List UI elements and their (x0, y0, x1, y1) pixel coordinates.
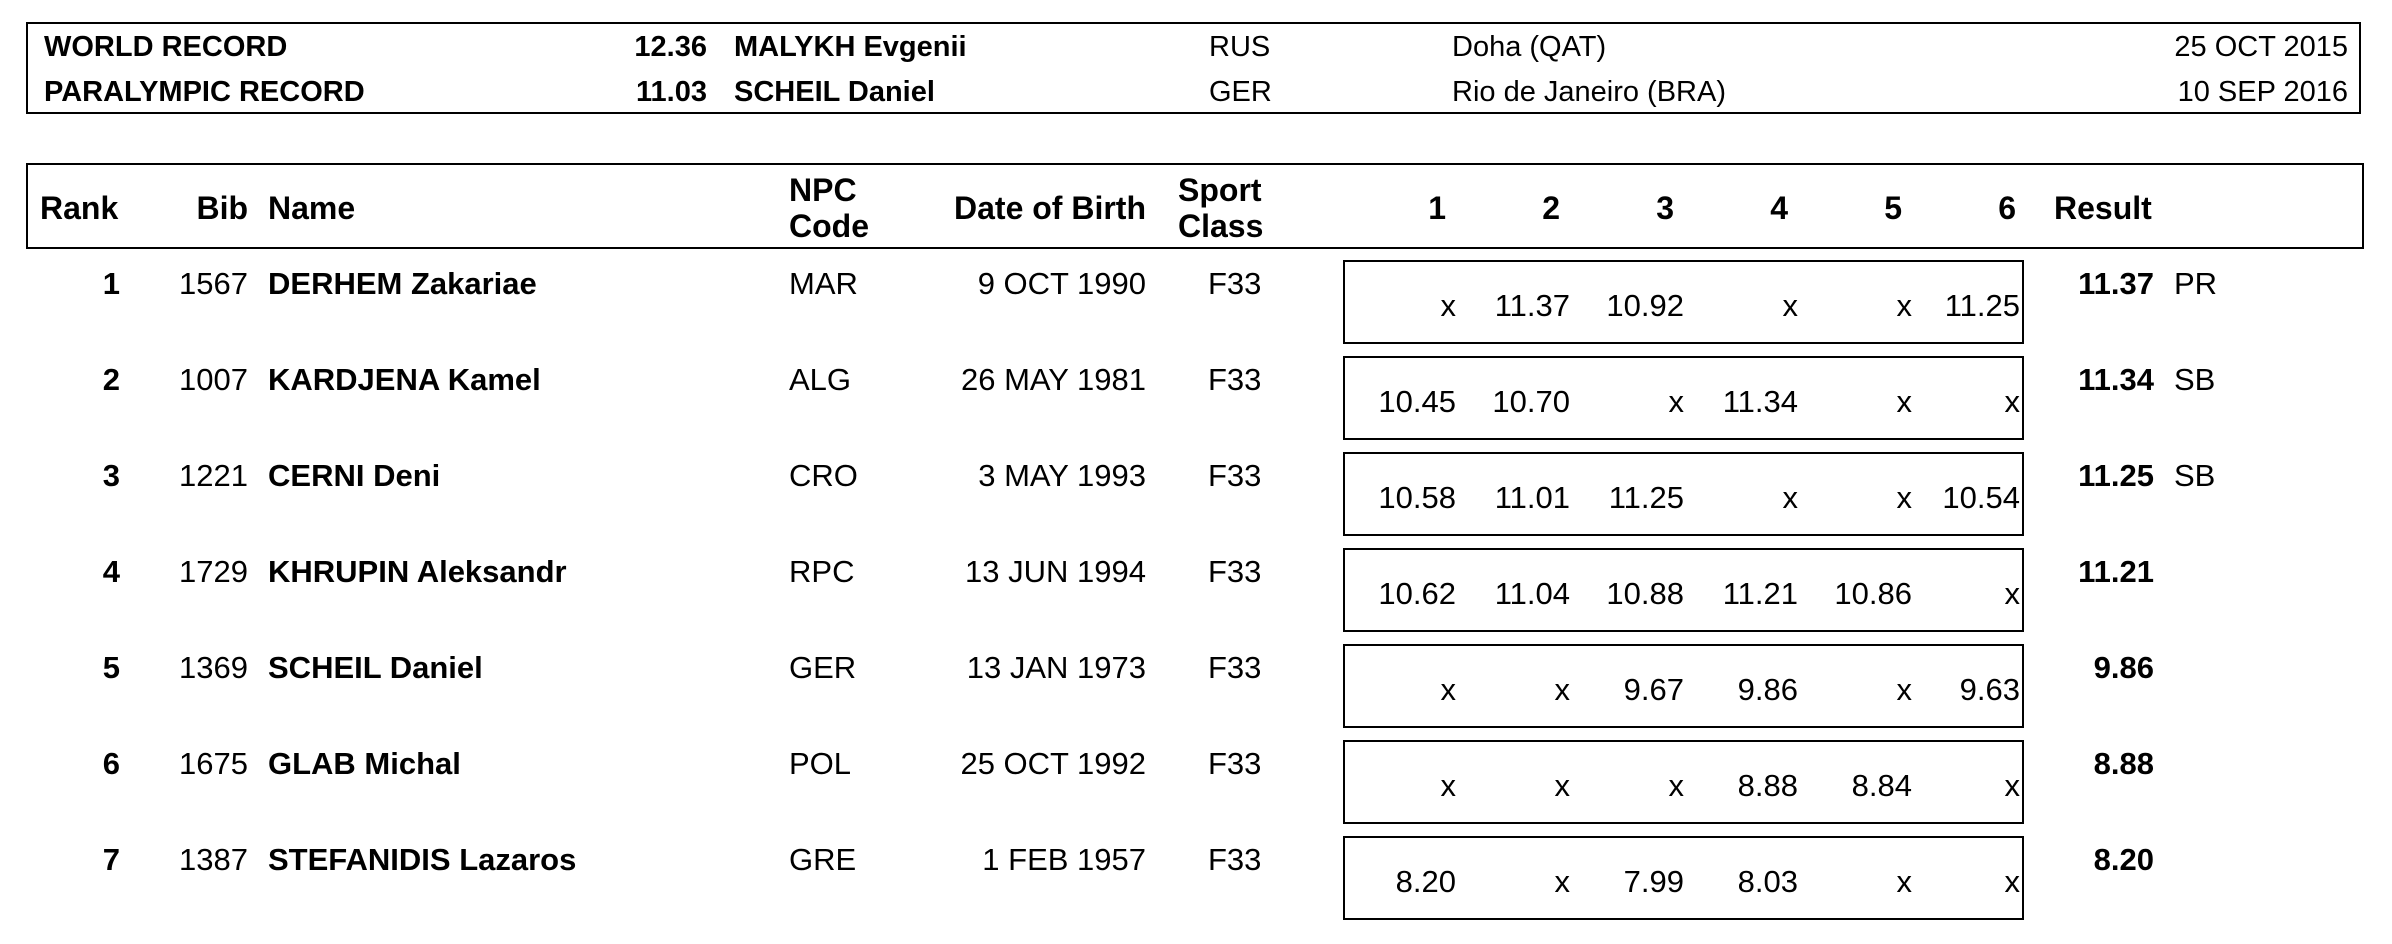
athlete-name: DERHEM Zakariae (268, 266, 537, 301)
record-venue: Rio de Janeiro (BRA) (1452, 76, 1726, 108)
attempt-5: x (1896, 480, 1912, 515)
record-athlete: MALYKH Evgenii (734, 31, 967, 63)
record-label: PARALYMPIC RECORD (44, 76, 365, 108)
attempt-4: 11.34 (1722, 384, 1798, 419)
attempt-4: 11.21 (1722, 576, 1798, 611)
attempts-box (1343, 740, 2024, 824)
sport-class: F33 (1208, 458, 1262, 493)
attempt-2: 10.70 (1492, 384, 1570, 419)
bib: 1369 (179, 650, 248, 685)
npc-code: CRO (789, 458, 858, 493)
col-result-header: Result (2054, 190, 2152, 226)
result: 8.20 (2093, 842, 2154, 877)
attempt-6: 10.54 (1942, 480, 2020, 515)
record-npc: RUS (1209, 31, 1271, 63)
attempt-3: x (1668, 384, 1684, 419)
rank: 3 (102, 458, 120, 493)
athlete-name: CERNI Deni (268, 458, 441, 493)
athlete-name: SCHEIL Daniel (268, 650, 483, 685)
records-box (26, 22, 2361, 114)
col-name-header: Name (268, 190, 356, 226)
sport-class: F33 (1208, 266, 1262, 301)
bib: 1567 (179, 266, 248, 301)
sport-class: F33 (1208, 842, 1262, 877)
attempts-box (1343, 356, 2024, 440)
athlete-name: KARDJENA Kamel (268, 362, 541, 397)
date-of-birth: 26 MAY 1981 (961, 362, 1146, 397)
record-date: 10 SEP 2016 (2177, 76, 2348, 108)
npc-code: POL (789, 746, 852, 781)
sport-class: F33 (1208, 746, 1262, 781)
record-mark: 12.36 (634, 31, 707, 63)
date-of-birth: 25 OCT 1992 (960, 746, 1146, 781)
record-athlete: SCHEIL Daniel (734, 76, 935, 108)
record-note: SB (2174, 362, 2216, 397)
sport-class: F33 (1208, 650, 1262, 685)
date-of-birth: 1 FEB 1957 (982, 842, 1146, 877)
col-class-header-line1: Sport (1178, 172, 1262, 208)
rank: 6 (102, 746, 120, 781)
bib: 1729 (179, 554, 248, 589)
attempt-1: 10.45 (1378, 384, 1456, 419)
attempt-2: 11.04 (1494, 576, 1570, 611)
attempt-2: x (1554, 768, 1570, 803)
sport-class: F33 (1208, 362, 1262, 397)
record-note: PR (2174, 266, 2218, 301)
record-label: WORLD RECORD (44, 31, 288, 63)
attempt-4: 9.86 (1737, 672, 1798, 707)
attempt-4: 8.88 (1737, 768, 1798, 803)
attempt-2: 11.37 (1494, 288, 1570, 323)
attempt-3: x (1668, 768, 1684, 803)
attempt-1: 10.58 (1378, 480, 1456, 515)
attempt-1: x (1440, 672, 1456, 707)
rank: 1 (102, 266, 120, 301)
attempt-5: x (1896, 288, 1912, 323)
attempt-5: 10.86 (1834, 576, 1912, 611)
attempt-5: 8.84 (1851, 768, 1912, 803)
date-of-birth: 13 JUN 1994 (965, 554, 1146, 589)
bib: 1007 (179, 362, 248, 397)
col-bib-header: Bib (196, 190, 248, 226)
attempt-6: x (2004, 864, 2020, 899)
attempt-3: 9.67 (1623, 672, 1684, 707)
attempt-1: x (1440, 288, 1456, 323)
attempt-6: 9.63 (1959, 672, 2020, 707)
record-venue: Doha (QAT) (1452, 31, 1607, 63)
attempt-6: x (2004, 768, 2020, 803)
npc-code: MAR (789, 266, 858, 301)
npc-code: RPC (789, 554, 855, 589)
attempt-2: 11.01 (1494, 480, 1570, 515)
date-of-birth: 13 JAN 1973 (966, 650, 1146, 685)
attempt-5: x (1896, 672, 1912, 707)
col-npc-header-line1: NPC (789, 172, 857, 208)
attempt-5: x (1896, 384, 1912, 419)
attempt-4: x (1782, 288, 1798, 323)
attempt-2: x (1554, 672, 1570, 707)
date-of-birth: 9 OCT 1990 (977, 266, 1146, 301)
attempt-3: 10.92 (1606, 288, 1684, 323)
col-attempt-5-header: 5 (1884, 190, 1902, 226)
attempt-4: 8.03 (1737, 864, 1798, 899)
rank: 5 (102, 650, 120, 685)
col-npc-header-line2: Code (789, 208, 869, 244)
record-note: SB (2174, 458, 2216, 493)
attempt-1: 10.62 (1378, 576, 1456, 611)
npc-code: GER (789, 650, 857, 685)
rank: 7 (102, 842, 120, 877)
attempts-box (1343, 452, 2024, 536)
attempt-6: 11.25 (1944, 288, 2020, 323)
rank: 2 (102, 362, 120, 397)
bib: 1387 (179, 842, 248, 877)
result: 11.25 (2078, 458, 2154, 493)
col-attempt-3-header: 3 (1656, 190, 1674, 226)
date-of-birth: 3 MAY 1993 (978, 458, 1146, 493)
result: 11.37 (2078, 266, 2154, 301)
attempt-3: 10.88 (1606, 576, 1684, 611)
npc-code: GRE (789, 842, 857, 877)
col-attempt-1-header: 1 (1428, 190, 1446, 226)
col-rank-header: Rank (40, 190, 119, 226)
result: 8.88 (2093, 746, 2154, 781)
attempts-box (1343, 260, 2024, 344)
result: 11.34 (2078, 362, 2154, 397)
record-mark: 11.03 (636, 76, 707, 108)
athlete-name: STEFANIDIS Lazaros (268, 842, 577, 877)
col-class-header-line2: Class (1178, 208, 1264, 244)
col-dob-header: Date of Birth (954, 190, 1146, 226)
attempt-6: x (2004, 576, 2020, 611)
attempt-2: x (1554, 864, 1570, 899)
sport-class: F33 (1208, 554, 1262, 589)
col-attempt-4-header: 4 (1770, 190, 1788, 226)
attempt-1: x (1440, 768, 1456, 803)
result: 11.21 (2078, 554, 2154, 589)
record-date: 25 OCT 2015 (2174, 31, 2348, 63)
record-npc: GER (1209, 76, 1272, 108)
attempt-4: x (1782, 480, 1798, 515)
attempt-6: x (2004, 384, 2020, 419)
attempts-box (1343, 836, 2024, 920)
col-attempt-6-header: 6 (1998, 190, 2016, 226)
athlete-name: KHRUPIN Aleksandr (268, 554, 567, 589)
col-attempt-2-header: 2 (1542, 190, 1560, 226)
attempts-box (1343, 644, 2024, 728)
athlete-name: GLAB Michal (268, 746, 461, 781)
npc-code: ALG (789, 362, 852, 397)
rank: 4 (102, 554, 120, 589)
result: 9.86 (2093, 650, 2154, 685)
bib: 1221 (179, 458, 248, 493)
attempt-3: 7.99 (1623, 864, 1684, 899)
attempt-1: 8.20 (1395, 864, 1456, 899)
attempts-box (1343, 548, 2024, 632)
bib: 1675 (179, 746, 248, 781)
attempt-5: x (1896, 864, 1912, 899)
attempt-3: 11.25 (1608, 480, 1684, 515)
